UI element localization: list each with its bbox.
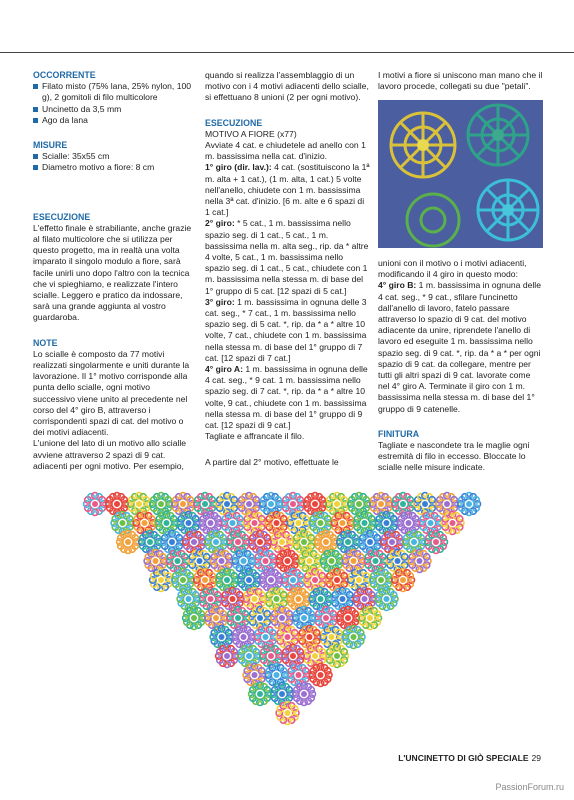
giro-4b bbox=[378, 280, 543, 414]
shawl-motif bbox=[326, 645, 349, 668]
shawl-motif bbox=[458, 493, 481, 516]
watermark: PassionForum.ru bbox=[495, 782, 564, 792]
misure-heading: MISURE bbox=[33, 140, 68, 151]
giro-3-label: 3° giro: bbox=[205, 296, 235, 307]
crochet-detail-image bbox=[378, 100, 543, 248]
giro-4b-label: 4° giro B: bbox=[378, 280, 417, 291]
motivo-title: MOTIVO A FIORE (x77) bbox=[205, 128, 297, 139]
occorrente-heading: OCCORRENTE bbox=[33, 70, 96, 80]
photo-caption: I motivi a fiore si uniscono man mano che il lavoro procede, collegati su due "petali". bbox=[378, 70, 543, 92]
shawl-motif bbox=[293, 683, 316, 706]
shawl-motif bbox=[216, 645, 239, 668]
shawl-motif bbox=[249, 683, 272, 706]
shawl-motif bbox=[425, 531, 448, 554]
page-number: 29 bbox=[531, 753, 541, 763]
giro-1 bbox=[205, 162, 370, 218]
note-heading: NOTE bbox=[33, 337, 58, 348]
top-rule bbox=[0, 52, 574, 53]
shawl-motif bbox=[117, 531, 140, 554]
shawl-motif bbox=[408, 550, 431, 573]
shawl-motif bbox=[84, 493, 107, 516]
giro-4a-text: 1 m. bassissima in ognuna delle 4 cat. seg., * 9 cat. 1 m. bassissima nello spazio seg. di 7 cat. *, rip. da * a * altre 10 volte, 9 cat., chiudete con 1 m. bassissima nella stessa m. di base del 1° gruppo di 9 cat. [12 spazi di 9 cat.] bbox=[205, 364, 368, 431]
giro-4a bbox=[205, 364, 370, 431]
magazine-name: L'UNCINETTO DI GIÒ SPECIALE bbox=[398, 753, 529, 763]
page-footer bbox=[398, 753, 541, 763]
shawl-motif bbox=[359, 607, 382, 630]
finitura-text: Tagliate e nascondete tra le maglie ogni estremità di filo in eccesso. Bloccate lo scialle nelle misure indicate. bbox=[378, 440, 530, 473]
shawl-motif bbox=[150, 569, 173, 592]
shawl-image bbox=[80, 490, 500, 765]
giro-2-text: * 5 cat., 1 m. bassissima nello spazio seg. di 1 cat., 5 cat., 1 m. bassissima nella m. alta seg., rip. da * altre 4 volte, 5 cat., 1 m. bassissima nello spazio seg. di 1 cat., 5 cat., chiudete con 1 m. bassissima nella stessa m. di base del 1° gruppo di 5 cat. [12 spazi di 5 cat.] bbox=[205, 218, 369, 296]
shawl-motif bbox=[441, 512, 464, 535]
shawl-motif bbox=[276, 702, 299, 725]
giro-4a-label: 4° giro A: bbox=[205, 364, 243, 375]
cont-text: unioni con il motivo o i motivi adiacenti, modificando il 4 giro in questo modo: bbox=[378, 258, 527, 280]
avvio-text: Avviate 4 cat. e chiudetele ad anello con 1 m. bassissima nella cat. d'inizio. bbox=[205, 140, 366, 162]
esecuzione-heading-2: ESECUZIONE bbox=[205, 117, 263, 128]
giro-2 bbox=[205, 218, 370, 296]
shawl-motif bbox=[309, 664, 332, 687]
shawl-photo bbox=[80, 490, 500, 765]
occorrente-item: Ago da lana bbox=[33, 115, 193, 126]
giro-1-text: 4 cat. (sostituiscono la 1ª m. alta + 1 cat.), (1 m. alta, 1 cat.) 5 volte nell'anello, chiudete con 1 m. bassissima nella 3ª cat. d'inizio. [6 m. alte e 6 spazi di 1 cat.] bbox=[205, 162, 370, 218]
occorrente-item: Uncinetto da 3,5 mm bbox=[33, 104, 193, 115]
occorrente-item: Filato misto (75% lana, 25% nylon, 100 g), 2 gomitoli di filo multicolore bbox=[33, 81, 193, 103]
esecuzione-text: L'effetto finale è strabiliante, anche grazie al filato multicolore che si utilizza per questo progetto, ma in realtà una volta imparato il singolo modulo a fiore, sarà facile unirli uno dopo l'altro con la tecnica che vi spieghiamo, e realizzate l'intero scialle. Leggero e pratico da indossare, sarà una grande aggiunta al vostro guardaroba. bbox=[33, 222, 192, 323]
shawl-motif bbox=[342, 626, 365, 649]
shawl-motif bbox=[375, 588, 398, 611]
giro-4b-text: 1 m. bassissima in ognuna delle 4 cat. seg., * 9 cat., sfilare l'uncinetto dall'anello di lavoro, fatelo passare attraverso lo spazio di 9 cat. del motivo adiacente da unire, riprendete l'anello di lavoro ed eseguite 1 m. bassissima nello spazio seg. di 9 cat. *, rip. da * a * per ogni spazio di 9 cat. da collegare, mentre per tutti gli altri spazi di 9 cat. lavorate come nel 4° giro A. Terminate il giro con 1 m. bassissima nella stessa m. di base del 1° gruppo di 9 catenelle. bbox=[378, 280, 541, 414]
partire-text: A partire dal 2° motivo, effettuate le bbox=[205, 456, 339, 467]
column-left bbox=[33, 70, 193, 472]
misure-item: Scialle: 35x55 cm bbox=[33, 151, 193, 162]
giro-3-text: 1 m. bassissima in ognuna delle 3 cat. seg., * 7 cat., 1 m. bassissima nello spazio seg. di 5 cat. *, rip. da * a * altre 10 volte, 7 cat., chiudete con 1 m. bassissima nella stessa m. di base del 1° gruppo di 7 cat. [12 spazi di 7 cat.] bbox=[205, 296, 367, 363]
giro-1-label: 1° giro (dir. lav.): bbox=[205, 162, 272, 173]
giro-3 bbox=[205, 297, 370, 364]
shawl-motif bbox=[183, 607, 206, 630]
finitura-heading: FINITURA bbox=[378, 428, 420, 439]
note-text-2: L'unione del lato di un motivo allo scialle avviene attraverso 2 spazi di 9 cat. adiacenti per ogni motivo. Per esempio, bbox=[33, 438, 187, 471]
column-right bbox=[378, 70, 543, 92]
misure-item: Diametro motivo a fiore: 8 cm bbox=[33, 162, 193, 173]
intro-text: quando si realizza l'assemblaggio di un motivo con i 4 motivi adiacenti dello scialle, si effettuano 8 unioni (2 per ogni motivo). bbox=[205, 70, 369, 103]
shawl-motif bbox=[392, 569, 415, 592]
esecuzione-heading: ESECUZIONE bbox=[33, 211, 91, 222]
fermate-text: Tagliate e affrancate il filo. bbox=[205, 431, 305, 442]
detail-photo bbox=[378, 100, 543, 248]
column-middle bbox=[205, 70, 370, 468]
column-right-continued bbox=[378, 258, 543, 474]
note-text: Lo scialle è composto da 77 motivi realizzati singolarmente e uniti durante la lavorazione. Il 1° motivo corrisponde alla punta dello scialle, ogni motivo successivo viene unito al precedente nel corso del 4° giro B, attraverso i corrispondenti spazi di cat. del motivo o dei motivi adiacenti. bbox=[33, 348, 190, 438]
giro-2-label: 2° giro: bbox=[205, 218, 235, 229]
